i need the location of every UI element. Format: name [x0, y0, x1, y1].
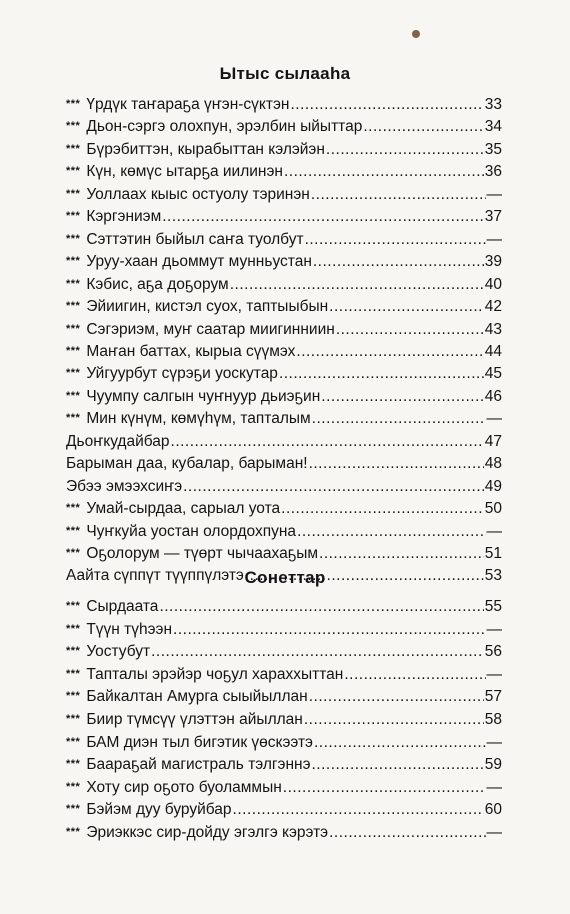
entry-stars: ***	[66, 389, 81, 402]
entry-stars: ***	[66, 826, 81, 838]
toc-entry[interactable]	[66, 596, 502, 618]
toc-entry[interactable]	[66, 363, 502, 385]
entry-title: Сэгэриэм, муҥ саатар миигинниин	[86, 320, 335, 338]
entry-page-number: —	[486, 185, 502, 203]
dot-leader	[309, 686, 484, 708]
toc-entry[interactable]	[66, 521, 502, 543]
entry-stars: ***	[66, 300, 81, 313]
entry-stars: ***	[66, 98, 81, 110]
entry-title: Эйиигин, кистэл суох, таптыыбын	[86, 298, 329, 316]
entry-title: Кэбис, аҕа доҕорум	[86, 275, 229, 293]
entry-page-number: 60	[484, 801, 502, 819]
entry-page-number: 34	[484, 118, 502, 136]
entry-page-number: —	[486, 620, 502, 638]
entry-page-number: 43	[484, 320, 502, 338]
dot-leader	[183, 476, 484, 498]
dot-leader	[309, 453, 484, 475]
entry-title: Мин күнүм, көмүһүм, тапталым	[86, 410, 311, 428]
toc-entry[interactable]	[66, 94, 502, 116]
entry-stars: ***	[66, 713, 81, 725]
entry-title: Чуҥкуйа уостан олордохпуна	[86, 522, 297, 540]
entry-page-number: 44	[484, 342, 502, 360]
entry-page-number: 47	[484, 432, 502, 450]
entry-stars: ***	[66, 547, 81, 559]
entry-stars: ***	[66, 735, 81, 748]
entry-title: Дьоҥкудайбар	[66, 432, 170, 450]
entry-stars: ***	[66, 502, 81, 515]
entry-title: Оҕолорум — түөрт чычаахаҕым	[86, 545, 319, 562]
entry-stars: ***	[66, 344, 81, 357]
entry-stars: ***	[66, 277, 81, 290]
toc-entry[interactable]	[66, 296, 502, 318]
entry-title: Уйгуурбут сүрэҕи уоскутар	[86, 365, 278, 383]
dot-leader	[290, 94, 483, 116]
dot-leader	[363, 116, 483, 138]
entry-title: Күн, көмүс ытарҕа иилинэн	[86, 163, 283, 181]
entry-stars: ***	[66, 645, 81, 658]
dot-leader	[319, 543, 484, 565]
dot-leader	[233, 799, 484, 821]
entry-title: Бүрэбиттэн, кырабыттан кэлэйэн	[86, 140, 325, 158]
entry-page-number: 49	[484, 477, 502, 495]
entry-page-number: 48	[484, 455, 502, 473]
toc-entry[interactable]	[66, 341, 502, 363]
toc-entry[interactable]	[66, 116, 502, 138]
toc-entry[interactable]	[66, 184, 502, 206]
entry-title: Кэргэниэм	[86, 208, 162, 226]
entry-stars: ***	[66, 367, 81, 380]
entry-title: Эриэккэс сир-дойду эгэлгэ кэрэтэ	[86, 824, 329, 841]
entry-title: Баараҕай магистраль тэлгэннэ	[86, 756, 311, 774]
entry-title: Дьон-сэргэ олохпун, эрэлбин ыйыттар	[86, 118, 363, 136]
toc-entry[interactable]	[66, 229, 502, 251]
dot-leader	[297, 521, 485, 543]
entry-stars: ***	[66, 255, 81, 268]
entry-page-number: 53	[484, 567, 502, 585]
dot-leader	[321, 386, 483, 408]
dot-leader	[162, 206, 484, 228]
entry-page-number: —	[486, 410, 502, 428]
entry-title: Хоту сир оҕото буоламмын	[86, 778, 282, 796]
toc-entry[interactable]	[66, 476, 502, 498]
toc-entry[interactable]	[66, 161, 502, 183]
dot-leader	[171, 431, 484, 453]
entry-stars: ***	[66, 803, 81, 816]
dot-leader	[312, 754, 484, 776]
entry-title: Умай-сырдаа, сарыал уота	[86, 500, 281, 518]
entry-stars: ***	[66, 165, 81, 178]
toc-entry[interactable]	[66, 319, 502, 341]
entry-stars: ***	[66, 690, 81, 703]
entry-title: Сырдаата	[86, 598, 159, 615]
entry-stars: ***	[66, 622, 81, 635]
dot-leader	[329, 822, 485, 844]
entry-page-number: 50	[484, 500, 502, 518]
entry-title: Тапталы эрэйэр чоҕул хараххыттан	[86, 665, 344, 683]
entry-page-number: 58	[484, 711, 502, 728]
entry-page-number: 37	[484, 208, 502, 226]
entry-page-number: 35	[484, 140, 502, 158]
entry-page-number: —	[486, 824, 502, 841]
entry-page-number: 51	[484, 545, 502, 562]
entry-stars: ***	[66, 600, 81, 612]
toc-entry[interactable]	[66, 251, 502, 273]
entry-page-number: 55	[484, 598, 502, 615]
entry-page-number: 45	[484, 365, 502, 383]
dot-leader	[304, 709, 484, 731]
entry-page-number: 40	[484, 275, 502, 293]
dot-leader	[283, 777, 486, 799]
toc-entry[interactable]	[66, 641, 502, 663]
entry-title: Бэйэм дуу буруйбар	[86, 801, 232, 819]
dot-leader	[329, 296, 484, 318]
entry-title: Уостубут	[86, 643, 151, 661]
entry-page-number: —	[486, 665, 502, 683]
dot-leader	[281, 498, 484, 520]
toc-entry[interactable]	[66, 431, 502, 453]
dot-leader	[284, 161, 484, 183]
entry-page-number: —	[486, 778, 502, 796]
dot-leader	[159, 596, 483, 618]
entry-page-number: 59	[484, 756, 502, 774]
dot-leader	[311, 184, 486, 206]
entry-title: БАМ диэн тыл бигэтик үөскээтэ	[86, 733, 313, 751]
dot-leader	[314, 732, 486, 754]
dot-leader	[312, 408, 486, 430]
toc-entry[interactable]	[66, 754, 502, 776]
dot-leader	[313, 251, 484, 273]
entry-page-number: 33	[484, 96, 502, 113]
entry-stars: ***	[66, 758, 81, 771]
entry-page-number: 56	[484, 643, 502, 661]
dot-leader	[336, 319, 484, 341]
entry-stars: ***	[66, 210, 81, 223]
toc-entry[interactable]	[66, 408, 502, 430]
entry-stars: ***	[66, 412, 81, 425]
toc-entry[interactable]	[66, 206, 502, 228]
entry-title: Үрдүк таҥараҕа үҥэн-сүктэн	[86, 96, 290, 113]
entry-stars: ***	[66, 780, 81, 793]
toc-entry[interactable]	[66, 453, 502, 475]
toc-entry[interactable]	[66, 274, 502, 296]
dot-leader	[344, 664, 485, 686]
entry-title: Барыман даа, кубалар, барыман!	[66, 455, 308, 473]
entry-page-number: —	[486, 230, 502, 248]
entry-page-number: 36	[484, 163, 502, 181]
toc-entry[interactable]	[66, 619, 502, 641]
ink-spot	[412, 30, 420, 38]
toc-entry[interactable]	[66, 777, 502, 799]
entry-title: Уруу-хаан дьоммут мунньустан	[86, 253, 312, 271]
toc-entry[interactable]	[66, 686, 502, 708]
entry-stars: ***	[66, 120, 81, 133]
toc-entry[interactable]	[66, 664, 502, 686]
entry-title: Чуумпу салгын чуҥнуур дьиэҕин	[86, 387, 321, 405]
entry-stars: ***	[66, 667, 81, 680]
entry-page-number: 46	[484, 387, 502, 405]
entry-stars: ***	[66, 232, 81, 245]
toc-entry[interactable]	[66, 139, 502, 161]
toc-entry[interactable]	[66, 709, 502, 731]
dot-leader	[151, 641, 484, 663]
section-title-sonettar: Сонеттар	[244, 568, 326, 587]
dot-leader	[305, 229, 486, 251]
entry-stars: ***	[66, 142, 81, 155]
dot-leader	[279, 363, 484, 385]
entry-title: Уоллаах кыыс остуолу тэринэн	[86, 185, 310, 203]
dot-leader	[173, 619, 485, 641]
toc-entry[interactable]	[66, 543, 502, 565]
dot-leader	[230, 274, 484, 296]
entry-page-number: 39	[484, 253, 502, 271]
entry-title: Байкалтан Амурга сыыйыллан	[86, 688, 308, 706]
entry-stars: ***	[66, 322, 81, 335]
entry-stars: ***	[66, 524, 81, 537]
entry-title: Эбээ эмээхсиҥэ	[66, 477, 183, 495]
toc-entry[interactable]	[66, 386, 502, 408]
entry-title: Түүн түһээн	[86, 620, 173, 638]
toc-entry[interactable]	[66, 822, 502, 844]
dot-leader	[296, 341, 483, 363]
entry-title: Маҥан баттах, кырыа сүүмэх	[86, 342, 296, 360]
dot-leader	[326, 139, 484, 161]
entry-title: Аайта сүппүт түүппүлэтэ	[66, 567, 244, 585]
toc-entry[interactable]	[66, 732, 502, 754]
toc-entry[interactable]	[66, 799, 502, 821]
entry-title: Биир түмсүү үлэттэн айыллан	[86, 711, 303, 728]
entry-page-number: —	[486, 522, 502, 540]
entry-page-number: 57	[484, 688, 502, 706]
entry-page-number: —	[486, 733, 502, 751]
entry-title: Сэттэтин быйыл саҥа туолбут	[86, 230, 304, 248]
toc-entry[interactable]	[66, 498, 502, 520]
entry-page-number: 42	[484, 298, 502, 316]
section-title-ytys: Ытыс сылааһа	[219, 64, 351, 83]
entry-stars: ***	[66, 187, 81, 200]
